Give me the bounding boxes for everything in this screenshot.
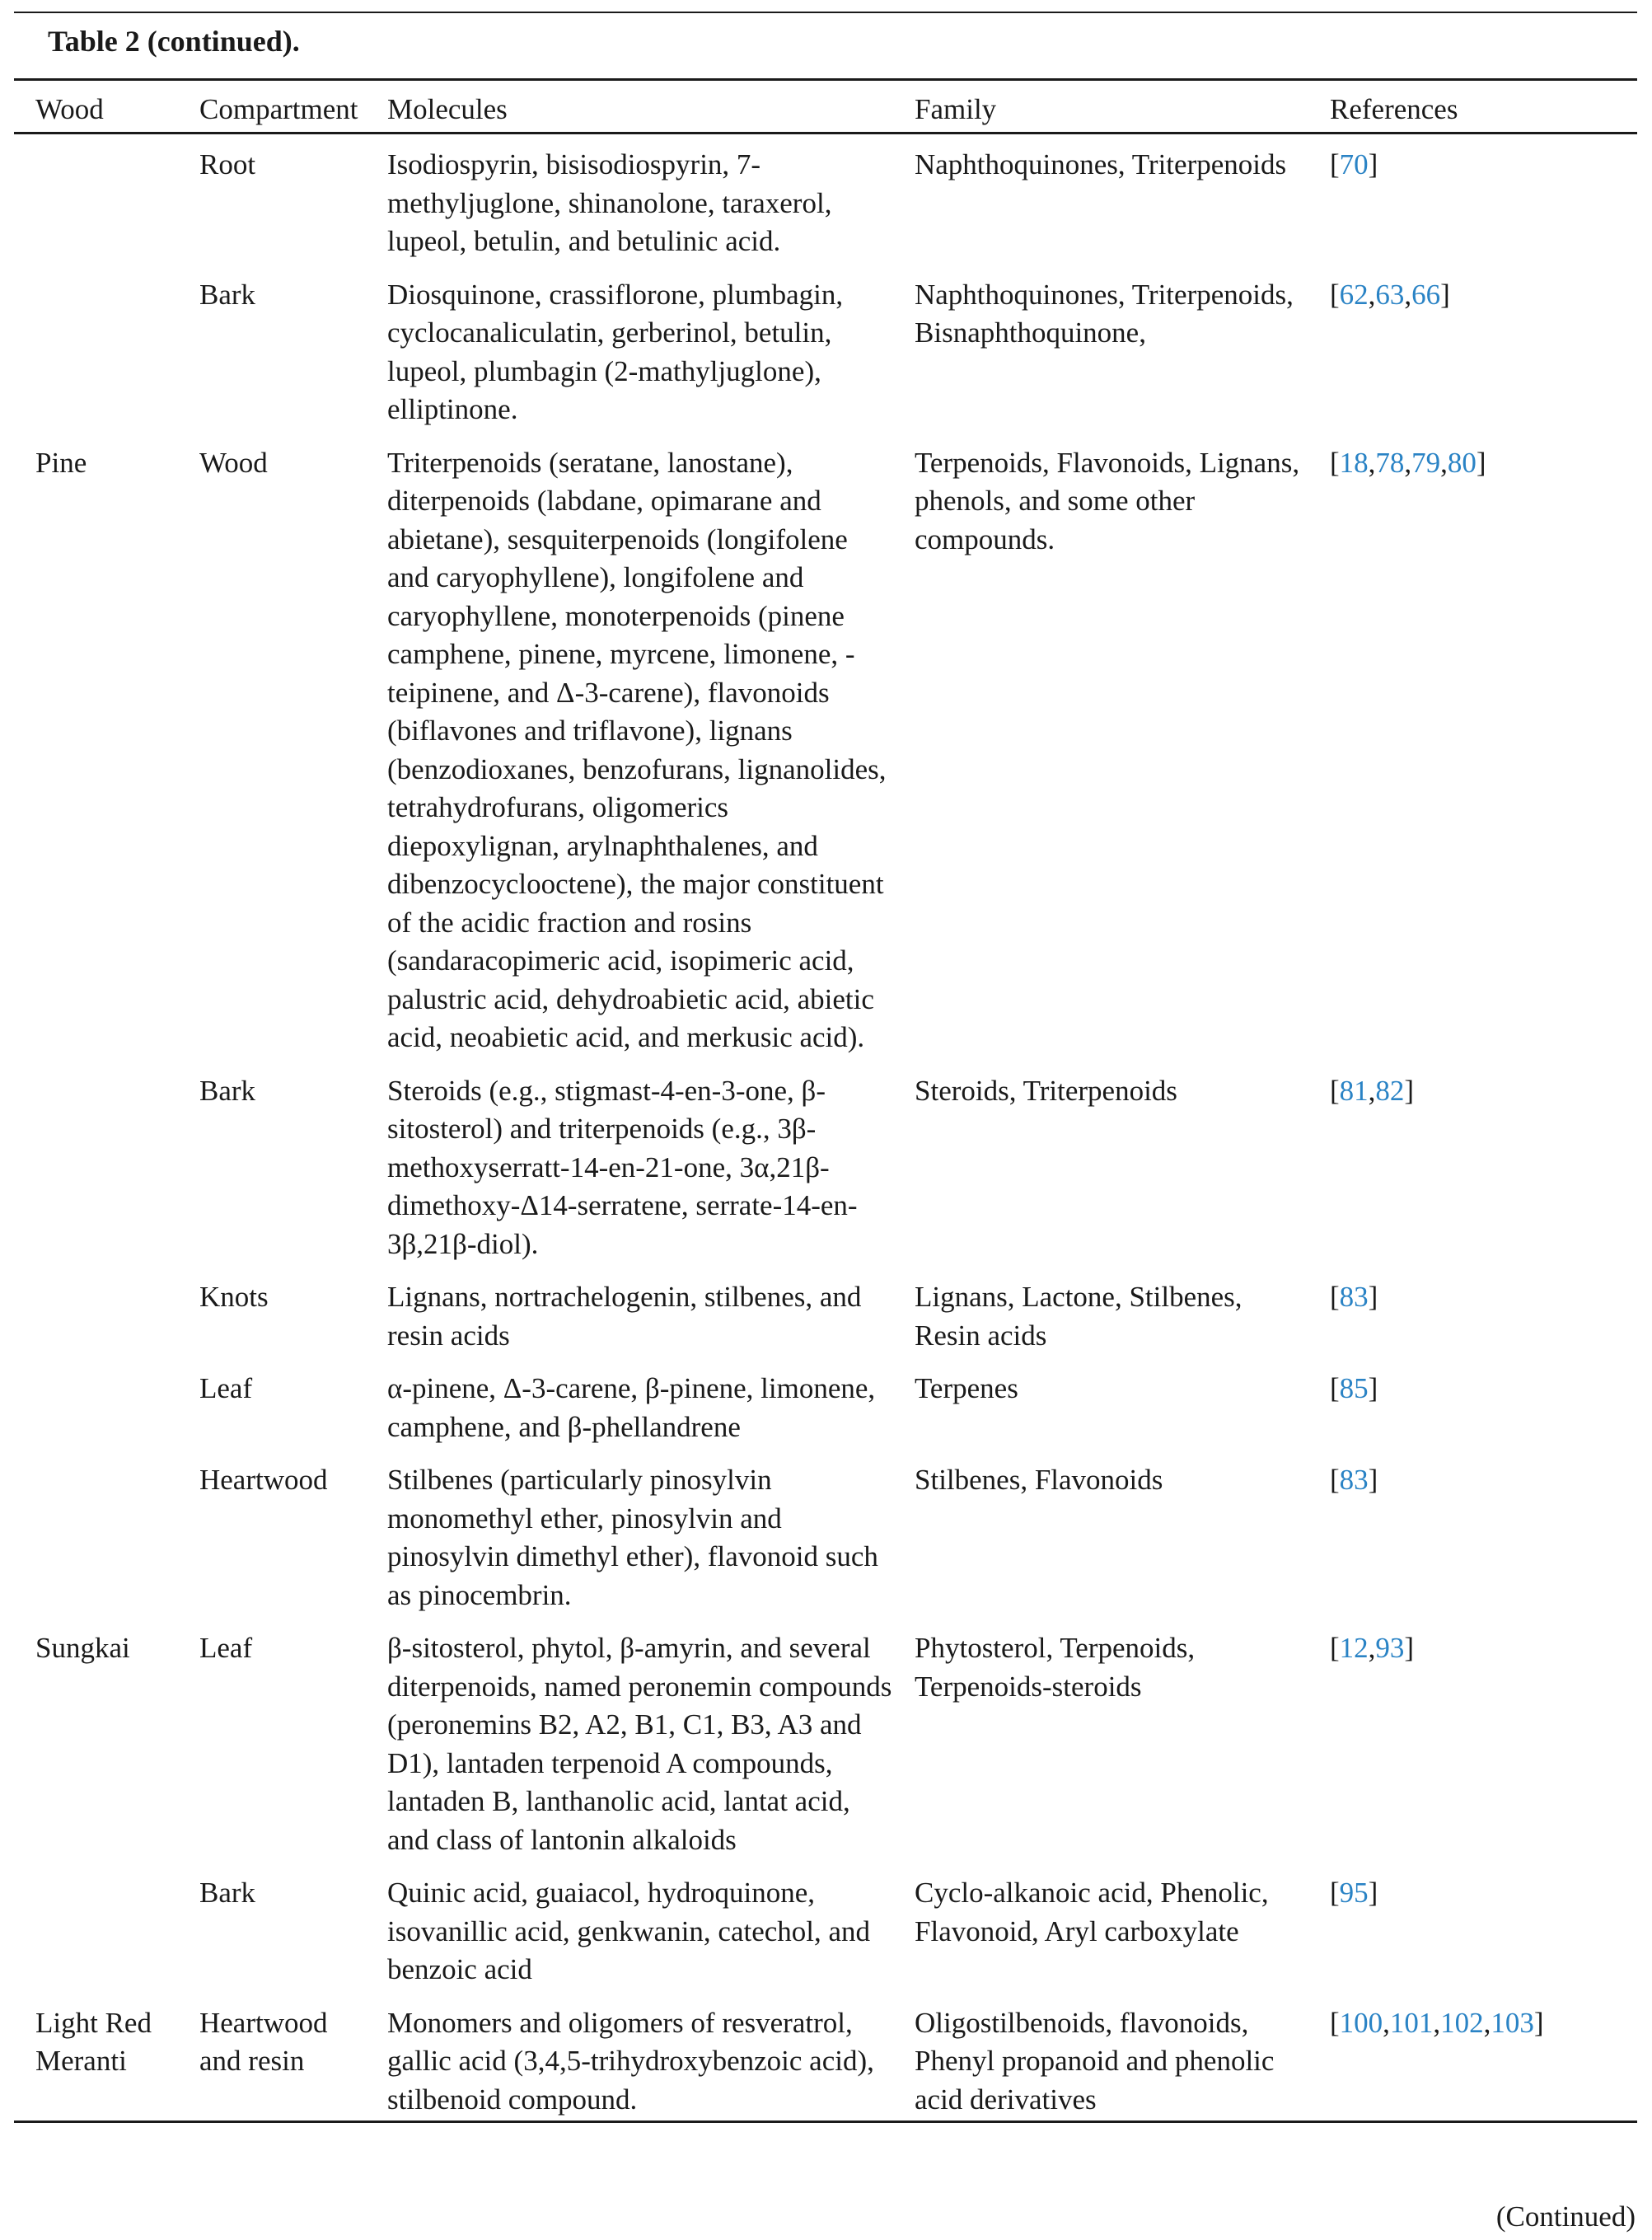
cell-references <box>1313 1360 1637 1451</box>
cell-family: Phytosterol, Terpenoids, Terpenoids-steroids <box>915 1632 1196 1703</box>
cell-molecules: α-pinene, Δ-3-carene, β-pinene, limonene, camphene, and β-phellandrene <box>387 1372 876 1443</box>
header-compartment: Compartment <box>178 91 369 134</box>
cell-family: Steroids, Triterpenoids <box>915 1074 1177 1107</box>
cell-family: Naphthoquinones, Triterpenoids <box>915 148 1287 180</box>
reference-link[interactable]: 63 <box>1375 278 1405 311</box>
cell-compartment: Bark <box>199 278 256 311</box>
reference-link[interactable]: 62 <box>1339 278 1369 311</box>
reference-link[interactable]: 103 <box>1491 2006 1534 2039</box>
ref-separator: , <box>1383 2006 1390 2039</box>
ref-bracket-open: [ <box>1330 278 1340 311</box>
cell-wood <box>14 266 178 434</box>
ref-bracket-open: [ <box>1330 1464 1340 1496</box>
cell-family: Naphthoquinones, Triterpenoids, Bisnaphthoquinone, <box>915 278 1294 349</box>
header-row <box>14 91 1637 134</box>
reference-link[interactable]: 81 <box>1339 1074 1369 1107</box>
cell-references <box>1313 134 1637 266</box>
cell-molecules: Monomers and oligomers of resveratrol, gallic acid (3,4,5-trihydroxybenzoic acid), stilbenoid compound. <box>369 1994 896 2122</box>
cell-wood: Light Red Meranti <box>14 1994 178 2122</box>
cell-family: Cyclo-alkanoic acid, Phenolic, Flavonoid, Aryl carboxylate <box>915 1877 1269 1947</box>
cell-family: Oligostilbenoids, flavonoids, Phenyl propanoid and phenolic acid derivatives <box>896 1994 1313 2122</box>
ref-separator: , <box>1368 1632 1376 1664</box>
ref-separator: , <box>1440 446 1448 479</box>
cell-molecules: Isodiospyrin, bisisodiospyrin, 7-methyljuglone, shinanolone, taraxerol, lupeol, betulin, and betulinic acid. <box>387 148 832 257</box>
table-row <box>14 1360 1637 1451</box>
ref-bracket-close: ] <box>1368 1281 1378 1313</box>
reference-link[interactable]: 78 <box>1375 446 1405 479</box>
cell-compartment: Bark <box>199 1074 256 1107</box>
cell-family: Terpenes <box>915 1372 1018 1404</box>
cell-wood <box>14 1268 178 1360</box>
ref-bracket-open: [ <box>1330 1281 1340 1313</box>
table-row <box>14 1864 1637 1994</box>
header-references: References <box>1313 91 1637 134</box>
table-row <box>14 1451 1637 1619</box>
ref-bracket-close: ] <box>1368 1464 1378 1496</box>
cell-molecules: β-sitosterol, phytol, β-amyrin, and several diterpenoids, named peronemin compounds (peronemins B2, A2, B1, C1, B3, A3 and D1), lantaden terpenoid A compounds, lantaden B, lanthanolic acid, lantat acid, and class of lantonin alkaloids <box>387 1632 892 1856</box>
cell-references <box>1313 434 1637 1062</box>
ref-separator: , <box>1368 1074 1376 1107</box>
cell-wood: Sungkai <box>35 1632 130 1664</box>
continued-note: (Continued) <box>1495 2200 1636 2233</box>
cell-molecules: Steroids (e.g., stigmast-4-en-3-one, β-sitosterol) and triterpenoids (e.g., 3β-methoxyserratt-14-en-21-one, 3α,21β-dimethoxy-Δ14-serratene, serrate-14-en-3β,21β-diol). <box>387 1074 858 1260</box>
cell-molecules: Lignans, nortrachelogenin, stilbenes, and resin acids <box>387 1281 862 1352</box>
cell-wood <box>14 1864 178 1994</box>
ref-separator: , <box>1404 278 1412 311</box>
cell-references <box>1313 1451 1637 1619</box>
reference-link[interactable]: 80 <box>1447 446 1477 479</box>
cell-molecules: Diosquinone, crassiflorone, plumbagin, cyclocanaliculatin, gerberinol, betulin, lupeol, plumbagin (2-mathyljuglone), elliptinone. <box>387 278 844 425</box>
cell-compartment: Leaf <box>199 1632 253 1664</box>
top-rule <box>14 12 1637 13</box>
table-body <box>14 134 1637 2122</box>
table-row <box>14 134 1637 266</box>
cell-references <box>1313 1619 1637 1864</box>
cell-wood <box>14 134 178 266</box>
reference-link[interactable]: 93 <box>1375 1632 1405 1664</box>
ref-bracket-close: ] <box>1368 148 1378 180</box>
ref-separator: , <box>1368 278 1376 311</box>
cell-compartment: Wood <box>199 446 268 479</box>
cell-wood: Pine <box>35 446 87 479</box>
reference-link[interactable]: 12 <box>1339 1632 1369 1664</box>
ref-bracket-close: ] <box>1476 446 1486 479</box>
table-row <box>14 1268 1637 1360</box>
ref-separator: , <box>1368 446 1376 479</box>
header-wood: Wood <box>14 91 178 134</box>
ref-bracket-open: [ <box>1330 1074 1340 1107</box>
ref-bracket-open: [ <box>1330 1877 1340 1909</box>
cell-family: Stilbenes, Flavonoids <box>915 1464 1163 1496</box>
cell-compartment: Root <box>199 148 256 180</box>
reference-link[interactable]: 82 <box>1375 1074 1405 1107</box>
cell-wood <box>14 1451 178 1619</box>
reference-link[interactable]: 95 <box>1339 1877 1369 1909</box>
reference-link[interactable]: 101 <box>1389 2006 1434 2039</box>
reference-link[interactable]: 79 <box>1411 446 1441 479</box>
ref-bracket-close: ] <box>1440 278 1450 311</box>
ref-bracket-close: ] <box>1404 1074 1415 1107</box>
ref-bracket-open: [ <box>1330 1372 1340 1404</box>
cell-references <box>1313 1864 1637 1994</box>
table-row <box>14 266 1637 434</box>
cell-molecules: Quinic acid, guaiacol, hydroquinone, isovanillic acid, genkwanin, catechol, and benzoic acid <box>387 1877 871 1985</box>
table-caption: Table 2 (continued). <box>48 25 300 58</box>
cell-compartment: Bark <box>199 1877 256 1909</box>
ref-separator: , <box>1404 446 1412 479</box>
ref-bracket-close: ] <box>1368 1877 1378 1909</box>
cell-family: Lignans, Lactone, Stilbenes, Resin acids <box>915 1281 1243 1352</box>
reference-link[interactable]: 70 <box>1339 148 1369 180</box>
cell-molecules: Triterpenoids (seratane, lanostane), diterpenoids (labdane, opimarane and abietane), sesquiterpenoids (longifolene and caryophyllene), longifolene and caryophyllene, monoterpenoids (pinene camphene, pinene, myrcene, limonene, -teipinene, and Δ-3-carene), flavonoids (biflavones and triflavone), lignans (benzodioxanes, benzofurans, lignanolides, tetrahydrofurans, oligomerics diepoxylignan, arylnaphthalenes, and dibenzocyclooctene), the major constituent of the acidic fraction and rosins (sandaracopimeric acid, isopimeric acid, palustric acid, dehydroabietic acid, abietic acid, neoabietic acid, and merkusic acid). <box>387 446 887 1053</box>
cell-family: Terpenoids, Flavonoids, Lignans, phenols, and some other compounds. <box>915 446 1300 555</box>
table-row <box>14 1994 1637 2122</box>
table-row <box>14 1619 1637 1864</box>
reference-link[interactable]: 18 <box>1339 446 1369 479</box>
ref-separator: , <box>1433 2006 1441 2039</box>
reference-link[interactable]: 66 <box>1411 278 1441 311</box>
ref-bracket-open: [ <box>1330 446 1340 479</box>
ref-bracket-close: ] <box>1533 2006 1544 2039</box>
cell-references <box>1313 266 1637 434</box>
reference-link[interactable]: 83 <box>1339 1464 1369 1496</box>
table-row <box>14 1062 1637 1269</box>
ref-bracket-open: [ <box>1330 1632 1340 1664</box>
cell-references <box>1313 1062 1637 1269</box>
ref-bracket-close: ] <box>1404 1632 1415 1664</box>
reference-link[interactable]: 85 <box>1339 1372 1369 1404</box>
caption-rule <box>14 78 1637 81</box>
ref-bracket-open: [ <box>1330 148 1340 180</box>
cell-molecules: Stilbenes (particularly pinosylvin monomethyl ether, pinosylvin and pinosylvin dimethyl ether), flavonoid such as pinocembrin. <box>387 1464 878 1611</box>
cell-references <box>1313 1268 1637 1360</box>
ref-separator: , <box>1483 2006 1491 2039</box>
reference-link[interactable]: 100 <box>1339 2006 1383 2039</box>
cell-wood <box>14 1062 178 1269</box>
table-row <box>14 434 1637 1062</box>
cell-references <box>1313 1994 1637 2122</box>
reference-link[interactable]: 102 <box>1440 2006 1484 2039</box>
ref-bracket-close: ] <box>1368 1372 1378 1404</box>
cell-compartment: Knots <box>199 1281 269 1313</box>
header-molecules: Molecules <box>369 91 896 134</box>
cell-compartment: Leaf <box>199 1372 253 1404</box>
ref-bracket-open: [ <box>1330 2006 1340 2039</box>
header-family: Family <box>896 91 1313 134</box>
cell-compartment: Heartwood <box>199 1464 328 1496</box>
cell-compartment: Heartwood and resin <box>178 1994 369 2122</box>
reference-link[interactable]: 83 <box>1339 1281 1369 1313</box>
cell-wood <box>14 1360 178 1451</box>
compounds-table <box>14 91 1637 2123</box>
